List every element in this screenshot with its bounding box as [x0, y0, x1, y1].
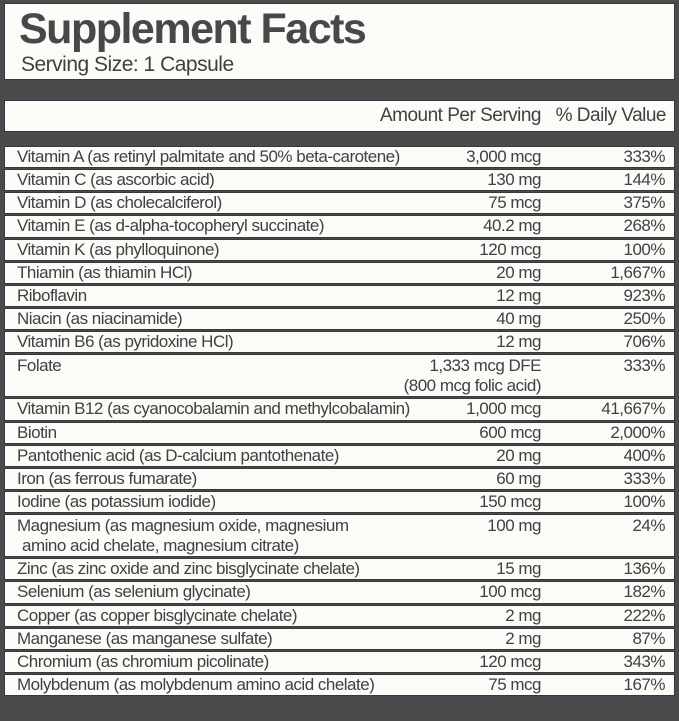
nutrient-daily-value-text: 100% — [623, 491, 665, 511]
nutrient-daily-value — [541, 286, 674, 306]
nutrient-name-text: Vitamin E (as d-alpha-tocopheryl succinate) — [17, 216, 325, 236]
nutrient-name — [5, 516, 391, 556]
nutrient-name-text: Thiamin (as thiamin HCl) — [17, 262, 193, 282]
nutrient-name-text: Folate — [17, 356, 62, 376]
nutrient-amount-text: 60 mg — [496, 468, 541, 488]
nutrient-amount-text: 3,000 mcg — [466, 147, 541, 167]
nutrient-amount-text: 75 mcg — [488, 193, 541, 213]
nutrient-daily-value — [541, 263, 674, 283]
nutrient-daily-value — [541, 147, 674, 167]
nutrient-name — [5, 423, 391, 443]
nutrient-name-text: Manganese (as manganese sulfate) — [17, 628, 273, 648]
nutrient-name — [5, 356, 391, 376]
nutrient-amount — [391, 652, 541, 672]
nutrient-row — [4, 581, 675, 603]
nutrient-daily-value — [541, 356, 674, 376]
nutrient-daily-value-text: 136% — [623, 559, 665, 579]
nutrient-name — [5, 469, 391, 489]
nutrient-daily-value — [541, 399, 674, 419]
nutrient-daily-value-text: 375% — [623, 193, 665, 213]
nutrient-amount — [391, 446, 541, 466]
nutrient-amount-text: 15 mg — [496, 559, 541, 579]
nutrient-amount-text: 130 mg — [487, 170, 541, 190]
nutrient-row — [4, 422, 675, 444]
nutrient-row — [4, 651, 675, 673]
nutrient-row — [4, 239, 675, 261]
nutrient-amount-text: 100 mcg — [479, 582, 541, 602]
nutrient-amount — [391, 675, 541, 695]
nutrient-name-text: Vitamin B12 (as cyanocobalamin and methylcobalamin) — [17, 399, 410, 419]
nutrient-amount-text: 20 mg — [496, 445, 541, 465]
nutrient-daily-value — [541, 629, 674, 649]
nutrient-amount — [391, 469, 541, 489]
nutrient-amount-text: 2 mg — [505, 628, 541, 648]
nutrient-daily-value — [541, 675, 674, 695]
nutrient-daily-value — [541, 652, 674, 672]
nutrient-amount-text: 120 mcg — [479, 651, 541, 671]
nutrient-row — [4, 146, 675, 168]
nutrient-amount — [391, 147, 541, 167]
nutrient-daily-value — [541, 492, 674, 512]
nutrient-name-text: Iodine (as potassium iodide) — [17, 491, 216, 511]
nutrient-row — [4, 262, 675, 284]
nutrient-amount — [391, 193, 541, 213]
nutrient-row — [4, 491, 675, 513]
nutrient-daily-value-text: 250% — [623, 308, 665, 328]
nutrient-daily-value-text: 2,000% — [610, 422, 665, 442]
nutrient-row — [4, 308, 675, 330]
nutrient-name — [5, 582, 391, 602]
nutrient-name-text: Riboflavin — [17, 285, 87, 305]
nutrient-name-text: Pantothenic acid (as D-calcium pantothenate) — [17, 445, 339, 465]
nutrient-name — [5, 675, 391, 695]
nutrient-daily-value — [541, 216, 674, 236]
nutrient-daily-value-text: 1,667% — [610, 262, 665, 282]
daily-value-column-header: % Daily Value — [555, 105, 666, 126]
nutrient-daily-value — [541, 469, 674, 489]
nutrient-daily-value — [541, 606, 674, 626]
nutrient-amount — [391, 240, 541, 260]
nutrient-name — [5, 446, 391, 466]
nutrient-daily-value-text: 343% — [623, 651, 665, 671]
nutrient-name — [5, 492, 391, 512]
nutrient-amount — [391, 216, 541, 236]
nutrient-row — [4, 628, 675, 650]
title-panel — [4, 3, 675, 80]
nutrient-amount-text: 1,333 mcg DFE — [429, 356, 541, 376]
nutrient-name-text: Vitamin A (as retinyl palmitate and 50% beta-carotene) — [17, 147, 400, 167]
nutrient-amount-text: 120 mcg — [479, 239, 541, 259]
nutrient-daily-value — [541, 446, 674, 466]
nutrient-name — [5, 240, 391, 260]
nutrient-amount — [391, 559, 541, 579]
nutrient-name-text: Biotin — [17, 422, 57, 442]
nutrient-daily-value-text: 87% — [632, 628, 665, 648]
column-header-panel — [4, 100, 675, 132]
nutrient-amount-text: 20 mg — [496, 262, 541, 282]
nutrient-daily-value-text: 706% — [623, 332, 665, 352]
nutrient-name — [5, 332, 391, 352]
nutrient-daily-value-text: 167% — [623, 674, 665, 694]
nutrient-row — [4, 514, 675, 557]
nutrient-amount — [391, 356, 541, 396]
nutrient-amount — [391, 629, 541, 649]
nutrient-daily-value-text: 333% — [623, 468, 665, 488]
nutrient-name — [5, 606, 391, 626]
nutrient-row — [4, 445, 675, 467]
nutrient-name-text-line2: amino acid chelate, magnesium citrate) — [22, 536, 299, 555]
nutrient-name — [5, 170, 391, 190]
nutrient-name-text: Magnesium (as magnesium oxide, magnesium — [17, 516, 349, 535]
nutrient-daily-value-text: 268% — [623, 216, 665, 236]
serving-size: Serving Size: 1 Capsule — [21, 53, 234, 76]
nutrient-daily-value-text: 333% — [623, 147, 665, 167]
nutrient-daily-value — [541, 332, 674, 352]
nutrient-name — [5, 309, 391, 329]
nutrient-name-text: Selenium (as selenium glycinate) — [17, 582, 251, 602]
nutrient-name-text: Vitamin D (as cholecalciferol) — [17, 193, 222, 213]
nutrient-name-text: Vitamin K (as phylloquinone) — [17, 239, 220, 259]
nutrient-daily-value — [541, 582, 674, 602]
nutrient-rows — [4, 146, 675, 696]
nutrient-amount-text: 40.2 mg — [483, 216, 541, 236]
nutrient-name-text: Molybdenum (as molybdenum amino acid chelate) — [17, 674, 375, 694]
nutrient-name — [5, 399, 410, 419]
nutrient-name-text: Vitamin B6 (as pyridoxine HCl) — [17, 332, 234, 352]
nutrient-daily-value — [541, 240, 674, 260]
nutrient-row — [4, 285, 675, 307]
nutrient-row — [4, 558, 675, 580]
nutrient-row — [4, 169, 675, 191]
nutrient-daily-value-text: 333% — [623, 356, 665, 376]
nutrient-amount-text: 75 mcg — [488, 674, 541, 694]
nutrient-amount-text: 1,000 mcg — [466, 399, 541, 419]
nutrient-amount-text: 12 mg — [496, 285, 541, 305]
nutrient-daily-value-text: 144% — [623, 170, 665, 190]
nutrient-name — [5, 652, 391, 672]
nutrient-amount-text-line2: (800 mcg folic acid) — [403, 376, 541, 396]
nutrient-row — [4, 605, 675, 627]
nutrient-amount — [391, 423, 541, 443]
nutrient-amount-text: 40 mg — [496, 308, 541, 328]
nutrient-row — [4, 468, 675, 490]
nutrient-daily-value-text: 923% — [623, 285, 665, 305]
nutrient-amount — [391, 399, 541, 419]
nutrient-name — [5, 263, 391, 283]
nutrient-daily-value — [541, 170, 674, 190]
nutrient-name-text: Vitamin C (as ascorbic acid) — [17, 170, 215, 190]
nutrient-name — [5, 559, 391, 579]
nutrient-daily-value — [541, 309, 674, 329]
nutrient-name-text: Zinc (as zinc oxide and zinc bisglycinate chelate) — [17, 559, 360, 579]
nutrient-row — [4, 331, 675, 353]
nutrient-row — [4, 215, 675, 237]
nutrient-amount-text: 100 mg — [487, 516, 541, 535]
nutrient-daily-value-text: 24% — [632, 516, 665, 535]
nutrient-daily-value — [541, 193, 674, 213]
nutrient-amount — [391, 170, 541, 190]
nutrient-amount — [391, 286, 541, 306]
nutrient-daily-value-text: 182% — [623, 582, 665, 602]
nutrient-name — [5, 629, 391, 649]
nutrient-amount — [391, 332, 541, 352]
nutrient-name-text: Copper (as copper bisglycinate chelate) — [17, 605, 298, 625]
nutrient-name — [5, 286, 391, 306]
nutrient-daily-value-text: 222% — [623, 605, 665, 625]
nutrient-name-text: Iron (as ferrous fumarate) — [17, 468, 197, 488]
nutrient-name-text: Chromium (as chromium picolinate) — [17, 651, 269, 671]
nutrient-row — [4, 354, 675, 397]
nutrient-daily-value — [541, 516, 674, 536]
nutrient-name — [5, 216, 391, 236]
nutrient-row — [4, 674, 675, 696]
nutrient-name-text: Niacin (as niacinamide) — [17, 308, 183, 328]
nutrient-name — [5, 193, 391, 213]
amount-column-header: Amount Per Serving — [379, 105, 541, 126]
nutrient-amount — [391, 582, 541, 602]
nutrient-amount — [391, 309, 541, 329]
nutrient-name — [5, 147, 400, 167]
nutrient-daily-value-text: 400% — [623, 445, 665, 465]
nutrient-amount-text: 2 mg — [505, 605, 541, 625]
nutrient-row — [4, 398, 675, 420]
nutrient-amount — [391, 263, 541, 283]
nutrient-daily-value — [541, 423, 674, 443]
nutrient-amount — [391, 606, 541, 626]
nutrient-amount-text: 12 mg — [496, 332, 541, 352]
nutrient-amount — [391, 492, 541, 512]
nutrient-daily-value — [541, 559, 674, 579]
nutrient-daily-value-text: 41,667% — [601, 399, 665, 419]
nutrient-amount-text: 600 mcg — [479, 422, 541, 442]
nutrient-amount — [391, 516, 541, 536]
label-title: Supplement Facts — [19, 5, 366, 53]
nutrient-amount-text: 150 mcg — [479, 491, 541, 511]
nutrient-daily-value-text: 100% — [623, 239, 665, 259]
nutrient-row — [4, 192, 675, 214]
